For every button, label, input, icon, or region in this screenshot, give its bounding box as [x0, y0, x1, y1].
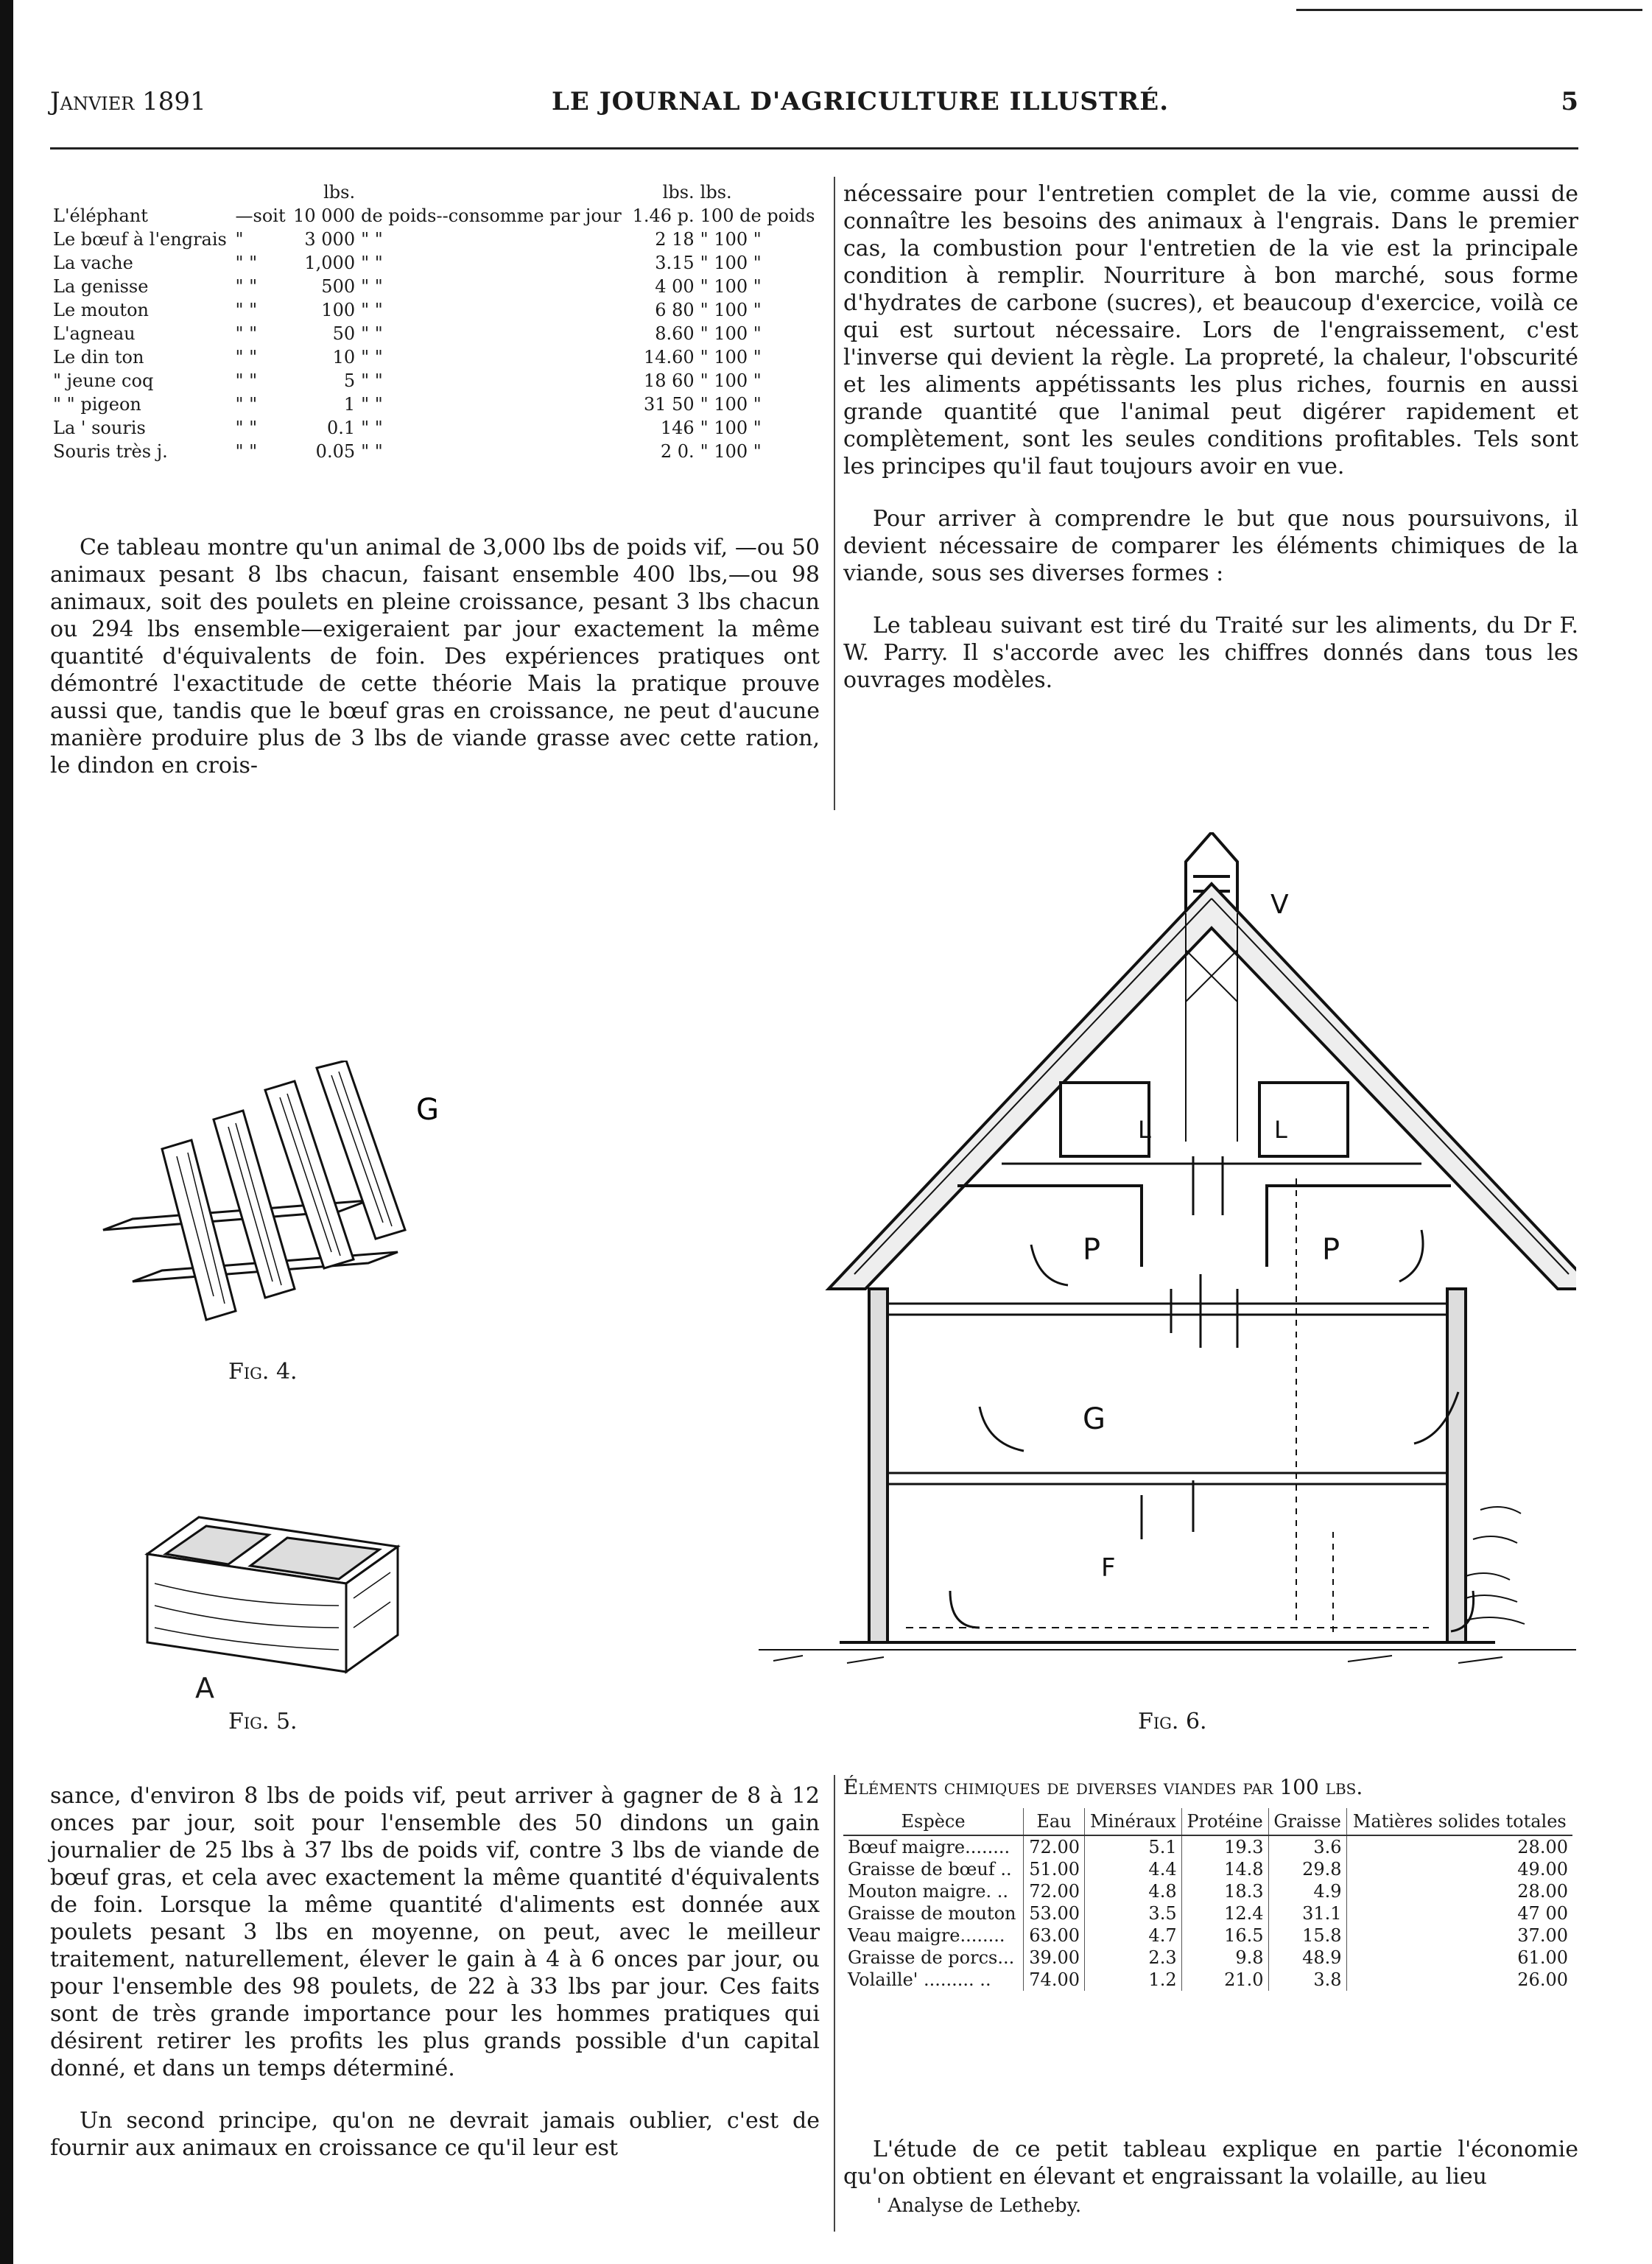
- label-p1: P: [1083, 1233, 1101, 1267]
- cell-consumption: 2 0.: [660, 441, 695, 462]
- cell-weight: 500: [321, 276, 356, 297]
- page-edge-bar: [0, 0, 13, 2264]
- cell-animal: Le din ton: [53, 347, 144, 368]
- label-l2: L: [1274, 1116, 1287, 1144]
- cell-mid: de poids--consomme par jour: [361, 205, 622, 226]
- cell-animal: La genisse: [53, 276, 149, 297]
- units-row: [50, 180, 820, 204]
- cell-mid: " ": [361, 253, 383, 273]
- column-header: Espèce: [843, 1808, 1024, 1835]
- cell-pre: ": [235, 229, 244, 250]
- table-cell: 18.3: [1181, 1880, 1268, 1902]
- figure-6-poultry-house: [759, 832, 1576, 1716]
- table-row: [50, 251, 820, 275]
- cell-consumption: 31 50: [643, 394, 695, 415]
- left-column-top-text: [50, 534, 820, 779]
- table-cell: 4.7: [1085, 1924, 1182, 1947]
- paragraph: Ce tableau montre qu'un animal de 3,000 lbs de poids vif, —ou 50 animaux pesant 8 lbs chacun, faisant ensemble 400 lbs,—ou 98 animaux, soit des poulets en pleine croissance, pesant 3 lbs chacun ou 294 lbs ensemble—exigeraient par jour exactement la même quantité d'équivalents de foin. Des expériences pratiques ont démontré l'exactitude de cette théorie Mais la pratique prouve aussi que, tandis que le bœuf gras en croissance, ne peut d'aucune manière produire plus de 3 lbs de viande grasse avec cette ration, le dindon en crois-: [50, 535, 820, 778]
- paragraph: Un second principe, qu'on ne devrait jamais oublier, c'est de fournir aux animaux en croissance ce qu'il leur est: [50, 2108, 820, 2161]
- cell-per: " 100 ": [700, 276, 762, 297]
- paragraph: Pour arriver à comprendre le but que nous poursuivons, il devient nécessaire de comparer les éléments chimiques de la viande, sous ses diverses formes :: [843, 506, 1578, 586]
- label-v: V: [1270, 890, 1289, 920]
- cell-weight: 3 000: [304, 229, 356, 250]
- figure-5-caption: Fig. 5.: [228, 1709, 298, 1734]
- table-cell: 4.9: [1268, 1880, 1346, 1902]
- table-cell: 72.00: [1024, 1835, 1085, 1858]
- cell-animal: Le mouton: [53, 300, 149, 320]
- label-p2: P: [1322, 1233, 1340, 1267]
- cell-consumption: 2 18: [655, 229, 695, 250]
- table-cell: 47 00: [1517, 1903, 1568, 1924]
- table-cell: 31.1: [1268, 1902, 1346, 1924]
- table-row: [50, 298, 820, 322]
- header-title: LE JOURNAL D'AGRICULTURE ILLUSTRÉ.: [551, 87, 1170, 116]
- table-cell: 3.5: [1085, 1902, 1182, 1924]
- label-f: F: [1101, 1553, 1116, 1583]
- figure-5-box: [133, 1502, 412, 1694]
- column-header: Eau: [1024, 1808, 1085, 1835]
- left-column-bottom-text: [50, 1782, 820, 2162]
- cell-pre: " ": [235, 323, 258, 344]
- cell-weight: 5: [343, 370, 356, 391]
- cell-weight: 0.1: [326, 418, 356, 438]
- cell-consumption: 14.60: [643, 347, 695, 368]
- table-row: [843, 1858, 1572, 1880]
- table-row: [843, 1880, 1572, 1902]
- table-cell: 16.5: [1181, 1924, 1268, 1947]
- cell-per: " 100 ": [700, 229, 762, 250]
- cell-animal: La ' souris: [53, 418, 146, 438]
- cell-pre: " ": [235, 253, 258, 273]
- table-cell: 61.00: [1517, 1947, 1568, 1968]
- table-cell: 5.1: [1085, 1835, 1182, 1858]
- table-cell: 21.0: [1181, 1969, 1268, 1991]
- table-row: [843, 1947, 1572, 1969]
- cell-weight: 1: [343, 394, 356, 415]
- table-cell: 19.3: [1181, 1835, 1268, 1858]
- table-row: [50, 228, 820, 251]
- figure-5-label: A: [195, 1672, 214, 1704]
- table-cell: 49.00: [1517, 1859, 1568, 1880]
- fig4-label: G: [416, 1093, 439, 1127]
- cell-consumption: 1.46 p.: [632, 205, 695, 226]
- cell-mid: " ": [361, 441, 383, 462]
- top-rule: [1296, 9, 1642, 11]
- animal-consumption-table: [50, 180, 820, 463]
- right-column-top-text: [843, 180, 1578, 694]
- table-cell: 4.8: [1085, 1880, 1182, 1902]
- right-column-bottom-text: [843, 2136, 1578, 2190]
- cell-animal: Souris très j.: [53, 441, 168, 462]
- table-cell: 53.00: [1024, 1902, 1085, 1924]
- cell-mid: " ": [361, 347, 383, 368]
- table-row: [843, 1924, 1572, 1947]
- table-cell: Graisse de porcs...: [843, 1947, 1024, 1969]
- cell-weight: 50: [332, 323, 356, 344]
- cell-mid: " ": [361, 300, 383, 320]
- cell-pre: " ": [235, 394, 258, 415]
- table-row: [843, 1969, 1572, 1991]
- table-cell: 48.9: [1268, 1947, 1346, 1969]
- table-cell: Veau maigre........: [843, 1924, 1024, 1947]
- column-rule-top: [834, 177, 835, 810]
- cell-consumption: 3.15: [655, 253, 695, 273]
- cell-mid: " ": [361, 276, 383, 297]
- chemical-elements-table: [843, 1808, 1572, 1991]
- cell-pre: —soit: [235, 205, 286, 226]
- cell-mid: " ": [361, 418, 383, 438]
- table-cell: Volaille' ......... ..: [843, 1969, 1024, 1991]
- paragraph: sance, d'environ 8 lbs de poids vif, peut arriver à gagner de 8 à 12 onces par jour, soit pour l'ensemble des 50 dindons un gain journalier de 25 lbs à 37 lbs de poids vif, contre 3 lbs de viande de bœuf gras, et cela avec exactement la même quantité d'équivalents de foin. Lorsque la même quantité d'aliments est donnée aux poulets pesant 3 lbs en moyenne, on peut, avec le meilleur traitement, naturellement, élever le gain à 4 à 6 onces par jour, ou pour l'ensemble des 98 poulets, de 22 à 33 lbs par jour. Ces faits sont de très grande importance pour les hommes pratiques qui désirent retirer les profits les plus grands possible d'un capital donné, et dans un temps déterminé.: [50, 1783, 820, 2081]
- table-cell: 9.8: [1181, 1947, 1268, 1969]
- cell-per: " 100 ": [700, 347, 762, 368]
- table-cell: Mouton maigre. ..: [843, 1880, 1024, 1902]
- figure-6-caption: Fig. 6.: [1138, 1709, 1207, 1734]
- table-cell: 15.8: [1268, 1924, 1346, 1947]
- cell-per: 100 de poids: [700, 205, 815, 226]
- table-cell: 28.00: [1517, 1881, 1568, 1902]
- column-header: Matières solides totales: [1346, 1808, 1572, 1835]
- table-row: [50, 440, 820, 463]
- paragraph: nécessaire pour l'entretien complet de la vie, comme aussi de connaître les besoins des animaux à l'engrais. Dans le premier cas, la combustion pour l'entretien de la vie est la principale condition à remplir. Nourriture à bon marché, sous forme d'hydrates de carbone (sucres), et beaucoup d'exercice, voilà ce qui est surtout nécessaire. Lors de l'engraissement, c'est l'inverse qui devient la règle. La propreté, la chaleur, l'obscurité et les aliments appétissants les plus riches, fournis en aussi grande quantité que l'animal peut digérer rapidement et complètement, sont les seules conditions profitables. Tels sont les principes qu'il faut toujours avoir en vue.: [843, 181, 1578, 479]
- table-cell: 37.00: [1517, 1925, 1568, 1946]
- cell-weight: 1,000: [304, 253, 356, 273]
- table-cell: 28.00: [1517, 1837, 1568, 1857]
- column-header: Graisse: [1268, 1808, 1346, 1835]
- column-header: Minéraux: [1085, 1808, 1182, 1835]
- paragraph: L'étude de ce petit tableau explique en partie l'économie qu'on obtient en élevant et engraissant la volaille, au lieu: [843, 2137, 1578, 2190]
- table-row: [50, 345, 820, 369]
- cell-pre: " ": [235, 370, 258, 391]
- cell-animal: " jeune coq: [53, 370, 154, 391]
- cell-mid: " ": [361, 394, 383, 415]
- table-row: [843, 1835, 1572, 1858]
- cell-consumption: 8.60: [655, 323, 695, 344]
- cell-weight: 10 000: [293, 205, 356, 226]
- cell-per: " 100 ": [700, 394, 762, 415]
- cell-animal: Le bœuf à l'engrais: [53, 229, 227, 250]
- table-cell: 3.6: [1268, 1835, 1346, 1858]
- figure-4-caption: Fig. 4.: [228, 1359, 298, 1385]
- cell-consumption: 6 80: [655, 300, 695, 320]
- unit-per: lbs.: [700, 182, 732, 203]
- table-cell: 63.00: [1024, 1924, 1085, 1947]
- table-cell: 1.2: [1085, 1969, 1182, 1991]
- cell-per: " 100 ": [700, 253, 762, 273]
- cell-animal: L'éléphant: [53, 205, 148, 226]
- cell-per: " 100 ": [700, 441, 762, 462]
- table-cell: 72.00: [1024, 1880, 1085, 1902]
- table-row: [50, 416, 820, 440]
- column-rule-bottom: [834, 1775, 835, 2232]
- table-cell: Graisse de bœuf ..: [843, 1858, 1024, 1880]
- cell-pre: " ": [235, 418, 258, 438]
- table-row: [843, 1902, 1572, 1924]
- table-row: [50, 204, 820, 228]
- cell-animal: L'agneau: [53, 323, 136, 344]
- page-number: 5: [1561, 87, 1578, 116]
- cell-weight: 0.05: [315, 441, 356, 462]
- table-cell: 51.00: [1024, 1858, 1085, 1880]
- unit-weight: lbs.: [323, 182, 356, 203]
- table-cell: Graisse de mouton: [843, 1902, 1024, 1924]
- column-header: Protéine: [1181, 1808, 1268, 1835]
- table-cell: 4.4: [1085, 1858, 1182, 1880]
- cell-per: " 100 ": [700, 370, 762, 391]
- cell-animal: La vache: [53, 253, 133, 273]
- table-cell: 3.8: [1268, 1969, 1346, 1991]
- page-header: [50, 87, 1578, 124]
- cell-consumption: 18 60: [643, 370, 695, 391]
- chem-table-title: Éléments chimiques de diverses viandes par 100 lbs.: [843, 1775, 1363, 1799]
- cell-mid: " ": [361, 323, 383, 344]
- cell-weight: 100: [321, 300, 356, 320]
- table-cell: 2.3: [1085, 1947, 1182, 1969]
- header-date: Janvier 1891: [50, 87, 206, 116]
- table-cell: 12.4: [1181, 1902, 1268, 1924]
- table-cell: 29.8: [1268, 1858, 1346, 1880]
- cell-pre: " ": [235, 441, 258, 462]
- table-cell: 74.00: [1024, 1969, 1085, 1991]
- cell-per: " 100 ": [700, 323, 762, 344]
- cell-per: " 100 ": [700, 300, 762, 320]
- cell-mid: " ": [361, 229, 383, 250]
- table-cell: 26.00: [1517, 1969, 1568, 1990]
- cell-pre: " ": [235, 276, 258, 297]
- label-g: G: [1083, 1402, 1106, 1436]
- cell-pre: " ": [235, 300, 258, 320]
- header-rule: [50, 147, 1578, 150]
- table-cell: Bœuf maigre........: [843, 1835, 1024, 1858]
- figure-4-slatted-frame: [88, 1061, 471, 1340]
- cell-consumption: 4 00: [655, 276, 695, 297]
- table-row: [50, 369, 820, 393]
- table-row: [50, 275, 820, 298]
- table-row: [50, 393, 820, 416]
- label-l1: L: [1138, 1116, 1151, 1144]
- table-cell: 14.8: [1181, 1858, 1268, 1880]
- table-cell: 39.00: [1024, 1947, 1085, 1969]
- table-row: [50, 322, 820, 345]
- cell-weight: 10: [332, 347, 356, 368]
- cell-per: " 100 ": [700, 418, 762, 438]
- cell-pre: " ": [235, 347, 258, 368]
- unit-consumption: lbs.: [662, 182, 695, 203]
- cell-consumption: 146: [660, 418, 695, 438]
- cell-animal: " " pigeon: [53, 394, 141, 415]
- footnote: ' Analyse de Letheby.: [876, 2195, 1082, 2217]
- paragraph: Le tableau suivant est tiré du Traité sur les aliments, du Dr F. W. Parry. Il s'accorde avec les chiffres donnés dans tous les ouvrages modèles.: [843, 613, 1578, 693]
- cell-mid: " ": [361, 370, 383, 391]
